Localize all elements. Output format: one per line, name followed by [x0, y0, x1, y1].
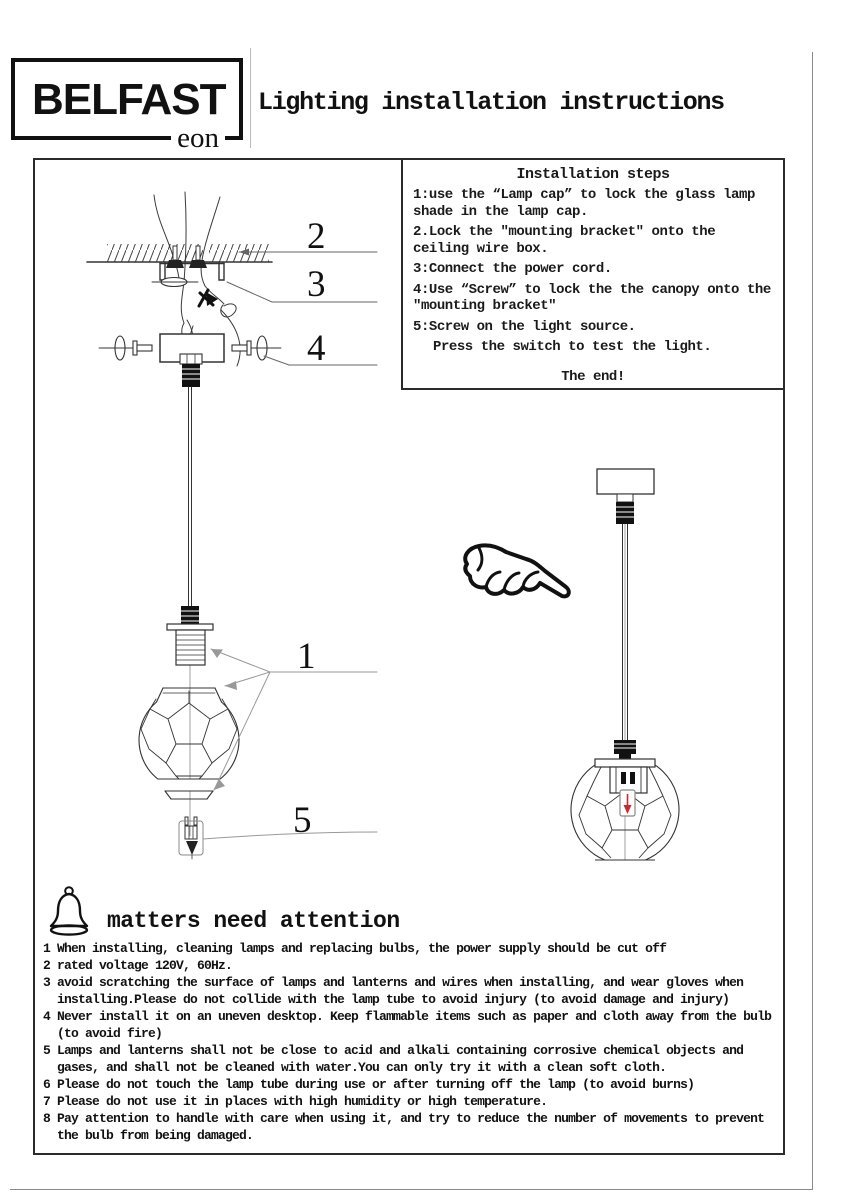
brand-text: BELFAST [32, 75, 226, 124]
attention-item-1: 1 When installing, cleaning lamps and replacing bulbs, the power supply should be cut off [43, 941, 667, 956]
assembled-canopy [597, 469, 654, 524]
bulb-part [179, 817, 203, 859]
steps-title: Installation steps [516, 166, 670, 183]
attention-list [43, 940, 785, 1144]
bell-icon [45, 884, 93, 940]
brand-logo [11, 58, 243, 154]
brand-sub-text: eon [171, 124, 225, 153]
callout-label-3: 3 [307, 264, 326, 305]
attention-header [45, 884, 400, 940]
leader-lines [203, 249, 377, 840]
page-border-right [812, 52, 813, 1189]
step-1: 1:use the “Lamp cap” to lock the glass lamp shade in the lamp cap. [413, 187, 755, 220]
callout-label-2: 2 [307, 216, 326, 257]
attention-item-4: 4 Never install it on an uneven desktop. Keep flammable items such as paper and cloth away from the bulb (to avoid fire) [43, 1009, 772, 1041]
assembled-socket [595, 740, 655, 816]
callout-label-5: 5 [293, 800, 312, 841]
pointing-hand-icon [465, 545, 569, 596]
page-title: Lighting installation instructions [258, 88, 724, 117]
assembled-view [571, 469, 679, 871]
main-content-box [33, 158, 785, 1155]
attention-item-7: 7 Please do not use it in places with high humidity or high temperature. [43, 1094, 548, 1109]
attention-heading: matters need attention [107, 908, 400, 934]
wire-connector [199, 290, 218, 306]
pendant-cord [189, 387, 192, 606]
exploded-view [87, 192, 377, 859]
page-border-bottom [10, 1189, 813, 1190]
lamp-socket [167, 606, 213, 665]
attention-item-6: 6 Please do not touch the lamp tube during use or after turning off the lamp (to avoid burns) [43, 1077, 695, 1092]
header-separator [250, 48, 251, 148]
step-4: 4:Use “Screw” to lock the the canopy onto the "mounting bracket" [413, 281, 771, 314]
glass-shade [133, 688, 248, 791]
attention-item-8: 8 Pay attention to handle with care when using it, and try to reduce the number of movements to prevent the bulb from being damaged. [43, 1111, 765, 1143]
canopy [160, 334, 224, 387]
callout-label-1: 1 [297, 636, 316, 677]
step-5: 5:Screw on the light source. [413, 318, 636, 335]
steps-end: The end! [561, 369, 625, 385]
installation-steps-panel [401, 160, 783, 390]
shade-ring [165, 791, 213, 799]
attention-item-3: 3 avoid scratching the surface of lamps and lanterns and wires when installing, and wear gloves when installing.Please do not collide with the lamp tube to avoid injury (to avoid damage and injury) [43, 975, 744, 1007]
step-3: 3:Connect the power cord. [413, 261, 612, 277]
attention-item-2: 2 rated voltage 120V, 60Hz. [43, 958, 233, 973]
attention-item-5: 5 Lamps and lanterns shall not be close to acid and alkali containing corrosive chemical objects and gases, and shall not be cleaned with water.You can only try it with a clean soft cloth. [43, 1043, 744, 1075]
callout-label-4: 4 [307, 328, 326, 369]
step-2: 2.Lock the "mounting bracket" onto the ceiling wire box. [413, 224, 716, 257]
steps-note: Press the switch to test the light. [433, 339, 712, 355]
